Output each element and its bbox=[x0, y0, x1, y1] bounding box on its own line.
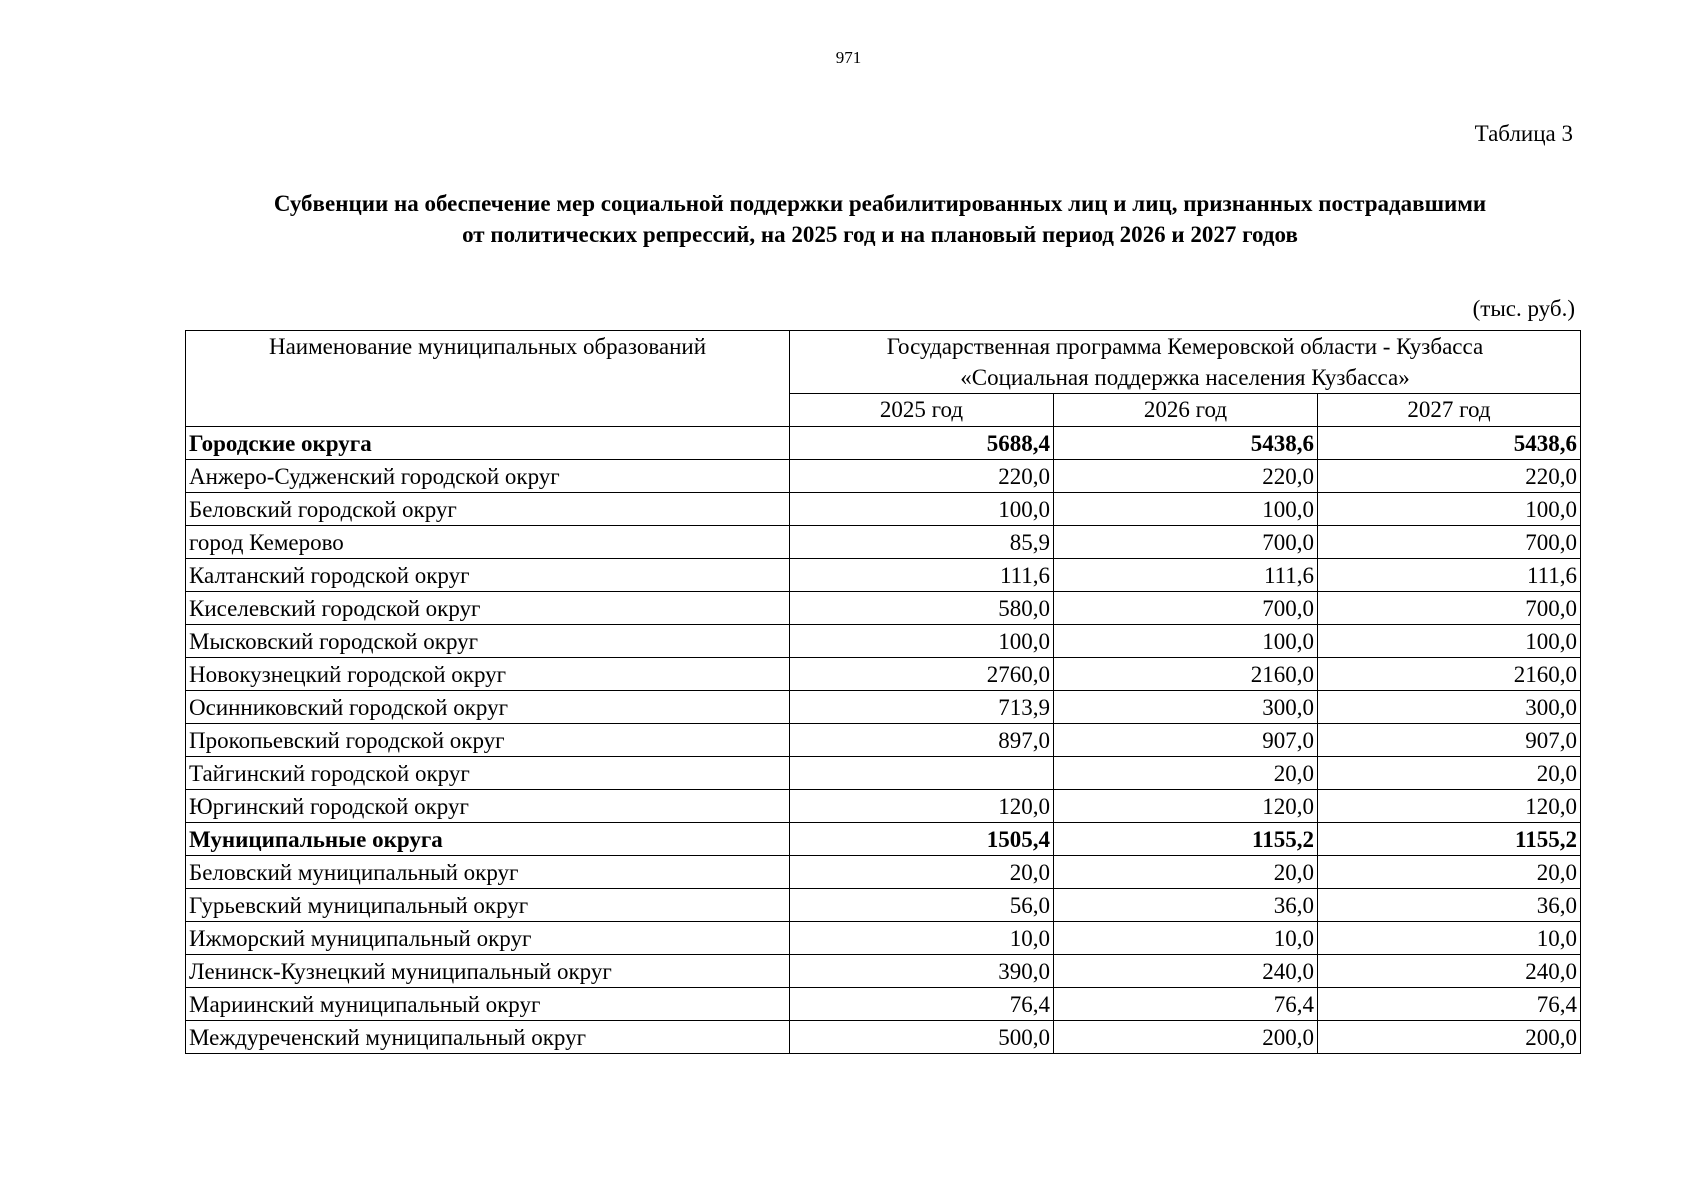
cell-2027: 100,0 bbox=[1318, 625, 1581, 658]
cell-2026: 1155,2 bbox=[1054, 823, 1318, 856]
cell-2026: 120,0 bbox=[1054, 790, 1318, 823]
cell-2026: 111,6 bbox=[1054, 559, 1318, 592]
column-header-2027: 2027 год bbox=[1318, 394, 1581, 427]
cell-2025: 1505,4 bbox=[790, 823, 1054, 856]
cell-name: Киселевский городской округ bbox=[186, 592, 790, 625]
cell-2027: 10,0 bbox=[1318, 922, 1581, 955]
cell-2025: 580,0 bbox=[790, 592, 1054, 625]
cell-2026: 76,4 bbox=[1054, 988, 1318, 1021]
title-line-2: от политических репрессий, на 2025 год и на плановый период 2026 и 2027 годов bbox=[462, 222, 1298, 247]
table-row bbox=[186, 493, 1581, 526]
cell-2027: 100,0 bbox=[1318, 493, 1581, 526]
cell-2025: 390,0 bbox=[790, 955, 1054, 988]
cell-2025: 20,0 bbox=[790, 856, 1054, 889]
table-row bbox=[186, 691, 1581, 724]
cell-2027: 700,0 bbox=[1318, 526, 1581, 559]
program-line-2: «Социальная поддержка населения Кузбасса» bbox=[960, 365, 1410, 390]
cell-2025: 220,0 bbox=[790, 460, 1054, 493]
cell-2027: 200,0 bbox=[1318, 1021, 1581, 1054]
cell-2027: 5438,6 bbox=[1318, 427, 1581, 460]
cell-name: Беловский муниципальный округ bbox=[186, 856, 790, 889]
table-row bbox=[186, 889, 1581, 922]
cell-2025: 100,0 bbox=[790, 625, 1054, 658]
cell-name: Тайгинский городской округ bbox=[186, 757, 790, 790]
cell-2026: 100,0 bbox=[1054, 625, 1318, 658]
table-body bbox=[186, 427, 1581, 1054]
table-row bbox=[186, 724, 1581, 757]
cell-2026: 36,0 bbox=[1054, 889, 1318, 922]
cell-2026: 20,0 bbox=[1054, 757, 1318, 790]
cell-name: Мысковский городской округ bbox=[186, 625, 790, 658]
cell-2025: 120,0 bbox=[790, 790, 1054, 823]
table-row bbox=[186, 955, 1581, 988]
table-group-row bbox=[186, 823, 1581, 856]
cell-2025: 5688,4 bbox=[790, 427, 1054, 460]
cell-2027: 76,4 bbox=[1318, 988, 1581, 1021]
cell-name: Беловский городской округ bbox=[186, 493, 790, 526]
cell-2026: 700,0 bbox=[1054, 592, 1318, 625]
cell-2025: 500,0 bbox=[790, 1021, 1054, 1054]
table-row bbox=[186, 757, 1581, 790]
table-row bbox=[186, 460, 1581, 493]
cell-name: Осинниковский городской округ bbox=[186, 691, 790, 724]
cell-name: Муниципальные округа bbox=[186, 823, 790, 856]
title-line-1: Субвенции на обеспечение мер социальной поддержки реабилитированных лиц и лиц, признанных пострадавшими bbox=[273, 191, 1487, 216]
cell-name: Гурьевский муниципальный округ bbox=[186, 889, 790, 922]
table-row bbox=[186, 1021, 1581, 1054]
table-row bbox=[186, 988, 1581, 1021]
cell-2026: 240,0 bbox=[1054, 955, 1318, 988]
document-title bbox=[185, 188, 1575, 250]
cell-2025: 897,0 bbox=[790, 724, 1054, 757]
table-row bbox=[186, 922, 1581, 955]
cell-2026: 10,0 bbox=[1054, 922, 1318, 955]
cell-2025: 713,9 bbox=[790, 691, 1054, 724]
cell-name: Городские округа bbox=[186, 427, 790, 460]
cell-2026: 700,0 bbox=[1054, 526, 1318, 559]
cell-name: Прокопьевский городской округ bbox=[186, 724, 790, 757]
cell-name: Новокузнецкий городской округ bbox=[186, 658, 790, 691]
page-number: 971 bbox=[835, 48, 862, 67]
cell-2026: 200,0 bbox=[1054, 1021, 1318, 1054]
table-label: Таблица 3 bbox=[1474, 121, 1573, 146]
cell-name: Мариинский муниципальный округ bbox=[186, 988, 790, 1021]
cell-2025: 111,6 bbox=[790, 559, 1054, 592]
cell-2027: 2160,0 bbox=[1318, 658, 1581, 691]
cell-name: Юргинский городской округ bbox=[186, 790, 790, 823]
table-row bbox=[186, 625, 1581, 658]
cell-2027: 300,0 bbox=[1318, 691, 1581, 724]
cell-2026: 100,0 bbox=[1054, 493, 1318, 526]
subsidies-table bbox=[185, 330, 1581, 1054]
column-header-2025: 2025 год bbox=[790, 394, 1054, 427]
cell-2027: 700,0 bbox=[1318, 592, 1581, 625]
column-header-program bbox=[790, 331, 1581, 394]
cell-2026: 220,0 bbox=[1054, 460, 1318, 493]
program-line-1: Государственная программа Кемеровской области - Кузбасса bbox=[886, 334, 1484, 359]
cell-name: Ижморский муниципальный округ bbox=[186, 922, 790, 955]
cell-2025 bbox=[790, 757, 1054, 790]
cell-2027: 220,0 bbox=[1318, 460, 1581, 493]
cell-name: город Кемерово bbox=[186, 526, 790, 559]
cell-2025: 85,9 bbox=[790, 526, 1054, 559]
table-row bbox=[186, 658, 1581, 691]
column-header-2026: 2026 год bbox=[1054, 394, 1318, 427]
cell-2027: 36,0 bbox=[1318, 889, 1581, 922]
table-row bbox=[186, 592, 1581, 625]
cell-2025: 10,0 bbox=[790, 922, 1054, 955]
cell-2026: 5438,6 bbox=[1054, 427, 1318, 460]
table-row bbox=[186, 526, 1581, 559]
cell-2027: 20,0 bbox=[1318, 757, 1581, 790]
table-row bbox=[186, 559, 1581, 592]
cell-2026: 907,0 bbox=[1054, 724, 1318, 757]
cell-name: Анжеро-Судженский городской округ bbox=[186, 460, 790, 493]
cell-2025: 56,0 bbox=[790, 889, 1054, 922]
column-header-name: Наименование муниципальных образований bbox=[186, 331, 790, 427]
cell-name: Калтанский городской округ bbox=[186, 559, 790, 592]
cell-2027: 240,0 bbox=[1318, 955, 1581, 988]
cell-2027: 907,0 bbox=[1318, 724, 1581, 757]
cell-2026: 300,0 bbox=[1054, 691, 1318, 724]
cell-2026: 20,0 bbox=[1054, 856, 1318, 889]
cell-2026: 2160,0 bbox=[1054, 658, 1318, 691]
cell-2025: 76,4 bbox=[790, 988, 1054, 1021]
table-row bbox=[186, 790, 1581, 823]
cell-name: Междуреченский муниципальный округ bbox=[186, 1021, 790, 1054]
table-group-row bbox=[186, 427, 1581, 460]
cell-2025: 100,0 bbox=[790, 493, 1054, 526]
cell-name: Ленинск-Кузнецкий муниципальный округ bbox=[186, 955, 790, 988]
cell-2027: 1155,2 bbox=[1318, 823, 1581, 856]
cell-2027: 111,6 bbox=[1318, 559, 1581, 592]
cell-2027: 120,0 bbox=[1318, 790, 1581, 823]
unit-note: (тыс. руб.) bbox=[1472, 296, 1575, 321]
table-row bbox=[186, 856, 1581, 889]
cell-2027: 20,0 bbox=[1318, 856, 1581, 889]
cell-2025: 2760,0 bbox=[790, 658, 1054, 691]
